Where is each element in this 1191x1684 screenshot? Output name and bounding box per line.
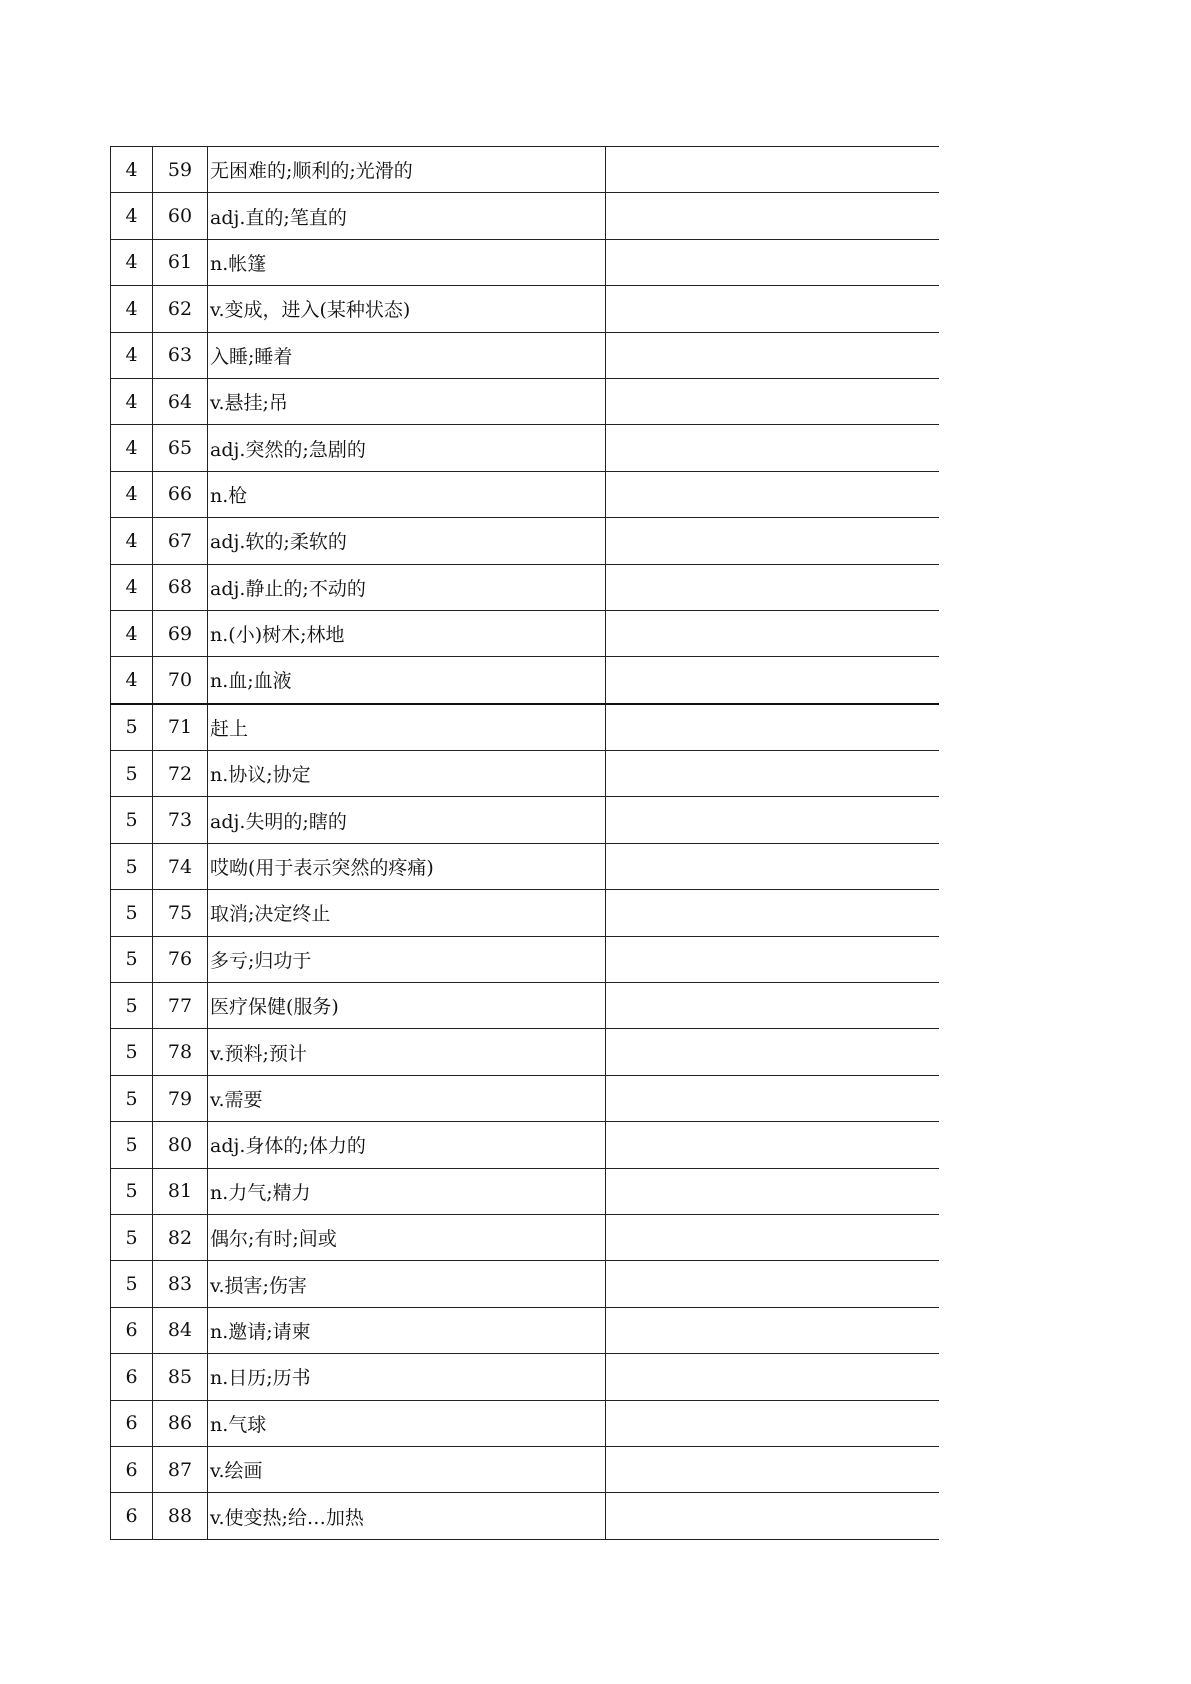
answer-cell: [606, 1075, 940, 1121]
unit-cell: 6: [111, 1446, 153, 1492]
definition-cell: n.邀请;请柬: [208, 1307, 606, 1353]
answer-cell: [606, 1168, 940, 1214]
vocabulary-table: [110, 146, 939, 1540]
definition-cell: n.血;血液: [208, 657, 606, 704]
unit-cell: 5: [111, 890, 153, 936]
table-row: [111, 1214, 940, 1260]
unit-cell: 6: [111, 1354, 153, 1400]
table-row: [111, 843, 940, 889]
number-cell: 64: [153, 378, 208, 424]
number-cell: 86: [153, 1400, 208, 1446]
answer-cell: [606, 610, 940, 656]
table-row: [111, 425, 940, 471]
number-cell: 84: [153, 1307, 208, 1353]
table-row: [111, 610, 940, 656]
answer-cell: [606, 193, 940, 239]
answer-cell: [606, 983, 940, 1029]
table-row: [111, 564, 940, 610]
table-row: [111, 1446, 940, 1492]
answer-cell: [606, 564, 940, 610]
answer-cell: [606, 1307, 940, 1353]
table-row: [111, 518, 940, 564]
number-cell: 83: [153, 1261, 208, 1307]
definition-cell: 哎呦(用于表示突然的疼痛): [208, 843, 606, 889]
unit-cell: 5: [111, 797, 153, 843]
unit-cell: 5: [111, 1075, 153, 1121]
table-row: [111, 1029, 940, 1075]
unit-cell: 5: [111, 1122, 153, 1168]
definition-cell: n.协议;协定: [208, 751, 606, 797]
definition-cell: n.(小)树木;林地: [208, 610, 606, 656]
definition-cell: n.气球: [208, 1400, 606, 1446]
definition-cell: 无困难的;顺利的;光滑的: [208, 147, 606, 193]
answer-cell: [606, 378, 940, 424]
table-row: [111, 751, 940, 797]
number-cell: 61: [153, 239, 208, 285]
unit-cell: 4: [111, 147, 153, 193]
definition-cell: v.使变热;给…加热: [208, 1493, 606, 1539]
table-row: [111, 936, 940, 982]
number-cell: 71: [153, 704, 208, 751]
answer-cell: [606, 1493, 940, 1539]
unit-cell: 5: [111, 843, 153, 889]
answer-cell: [606, 425, 940, 471]
answer-cell: [606, 1214, 940, 1260]
number-cell: 67: [153, 518, 208, 564]
definition-cell: 取消;决定终止: [208, 890, 606, 936]
number-cell: 80: [153, 1122, 208, 1168]
definition-cell: 多亏;归功于: [208, 936, 606, 982]
unit-cell: 5: [111, 1029, 153, 1075]
number-cell: 85: [153, 1354, 208, 1400]
number-cell: 59: [153, 147, 208, 193]
unit-cell: 6: [111, 1493, 153, 1539]
unit-cell: 4: [111, 471, 153, 517]
table-row: [111, 332, 940, 378]
unit-cell: 5: [111, 1261, 153, 1307]
number-cell: 62: [153, 286, 208, 332]
definition-cell: v.绘画: [208, 1446, 606, 1492]
number-cell: 81: [153, 1168, 208, 1214]
table-row: [111, 1493, 940, 1539]
table-row: [111, 1075, 940, 1121]
answer-cell: [606, 751, 940, 797]
number-cell: 74: [153, 843, 208, 889]
table-row: [111, 890, 940, 936]
unit-cell: 4: [111, 332, 153, 378]
table-row: [111, 1354, 940, 1400]
unit-cell: 5: [111, 751, 153, 797]
table-row: [111, 147, 940, 193]
definition-cell: adj.软的;柔软的: [208, 518, 606, 564]
unit-cell: 6: [111, 1400, 153, 1446]
answer-cell: [606, 1354, 940, 1400]
answer-cell: [606, 890, 940, 936]
unit-cell: 4: [111, 193, 153, 239]
answer-cell: [606, 657, 940, 704]
number-cell: 82: [153, 1214, 208, 1260]
answer-cell: [606, 1261, 940, 1307]
definition-cell: v.预料;预计: [208, 1029, 606, 1075]
table-row: [111, 797, 940, 843]
unit-cell: 6: [111, 1307, 153, 1353]
definition-cell: v.损害;伤害: [208, 1261, 606, 1307]
number-cell: 79: [153, 1075, 208, 1121]
table-row: [111, 239, 940, 285]
table-row: [111, 193, 940, 239]
unit-cell: 4: [111, 657, 153, 704]
definition-cell: 赶上: [208, 704, 606, 751]
unit-cell: 5: [111, 1214, 153, 1260]
answer-cell: [606, 1029, 940, 1075]
definition-cell: adj.突然的;急剧的: [208, 425, 606, 471]
definition-cell: v.需要: [208, 1075, 606, 1121]
answer-cell: [606, 1400, 940, 1446]
table-row: [111, 286, 940, 332]
number-cell: 76: [153, 936, 208, 982]
definition-cell: v.悬挂;吊: [208, 378, 606, 424]
vocabulary-table-body: [111, 147, 940, 1540]
unit-cell: 4: [111, 378, 153, 424]
table-row: [111, 1307, 940, 1353]
answer-cell: [606, 147, 940, 193]
number-cell: 65: [153, 425, 208, 471]
definition-cell: adj.直的;笔直的: [208, 193, 606, 239]
number-cell: 75: [153, 890, 208, 936]
number-cell: 69: [153, 610, 208, 656]
definition-cell: 入睡;睡着: [208, 332, 606, 378]
table-row: [111, 378, 940, 424]
table-row: [111, 1261, 940, 1307]
number-cell: 60: [153, 193, 208, 239]
answer-cell: [606, 797, 940, 843]
table-row: [111, 983, 940, 1029]
number-cell: 73: [153, 797, 208, 843]
number-cell: 63: [153, 332, 208, 378]
number-cell: 77: [153, 983, 208, 1029]
number-cell: 66: [153, 471, 208, 517]
definition-cell: n.力气;精力: [208, 1168, 606, 1214]
answer-cell: [606, 936, 940, 982]
answer-cell: [606, 704, 940, 751]
number-cell: 70: [153, 657, 208, 704]
number-cell: 68: [153, 564, 208, 610]
answer-cell: [606, 239, 940, 285]
unit-cell: 5: [111, 983, 153, 1029]
number-cell: 72: [153, 751, 208, 797]
unit-cell: 5: [111, 704, 153, 751]
definition-cell: adj.失明的;瞎的: [208, 797, 606, 843]
answer-cell: [606, 1122, 940, 1168]
unit-cell: 4: [111, 564, 153, 610]
definition-cell: adj.身体的;体力的: [208, 1122, 606, 1168]
definition-cell: 偶尔;有时;间或: [208, 1214, 606, 1260]
definition-cell: n.帐篷: [208, 239, 606, 285]
table-row: [111, 1168, 940, 1214]
number-cell: 87: [153, 1446, 208, 1492]
answer-cell: [606, 843, 940, 889]
answer-cell: [606, 286, 940, 332]
table-row: [111, 471, 940, 517]
unit-cell: 5: [111, 1168, 153, 1214]
table-row: [111, 1400, 940, 1446]
definition-cell: 医疗保健(服务): [208, 983, 606, 1029]
answer-cell: [606, 518, 940, 564]
definition-cell: adj.静止的;不动的: [208, 564, 606, 610]
unit-cell: 4: [111, 286, 153, 332]
answer-cell: [606, 471, 940, 517]
answer-cell: [606, 332, 940, 378]
table-row: [111, 704, 940, 751]
unit-cell: 4: [111, 610, 153, 656]
table-row: [111, 657, 940, 704]
unit-cell: 4: [111, 239, 153, 285]
answer-cell: [606, 1446, 940, 1492]
number-cell: 88: [153, 1493, 208, 1539]
definition-cell: v.变成，进入(某种状态): [208, 286, 606, 332]
definition-cell: n.枪: [208, 471, 606, 517]
table-row: [111, 1122, 940, 1168]
number-cell: 78: [153, 1029, 208, 1075]
definition-cell: n.日历;历书: [208, 1354, 606, 1400]
unit-cell: 4: [111, 518, 153, 564]
unit-cell: 5: [111, 936, 153, 982]
unit-cell: 4: [111, 425, 153, 471]
